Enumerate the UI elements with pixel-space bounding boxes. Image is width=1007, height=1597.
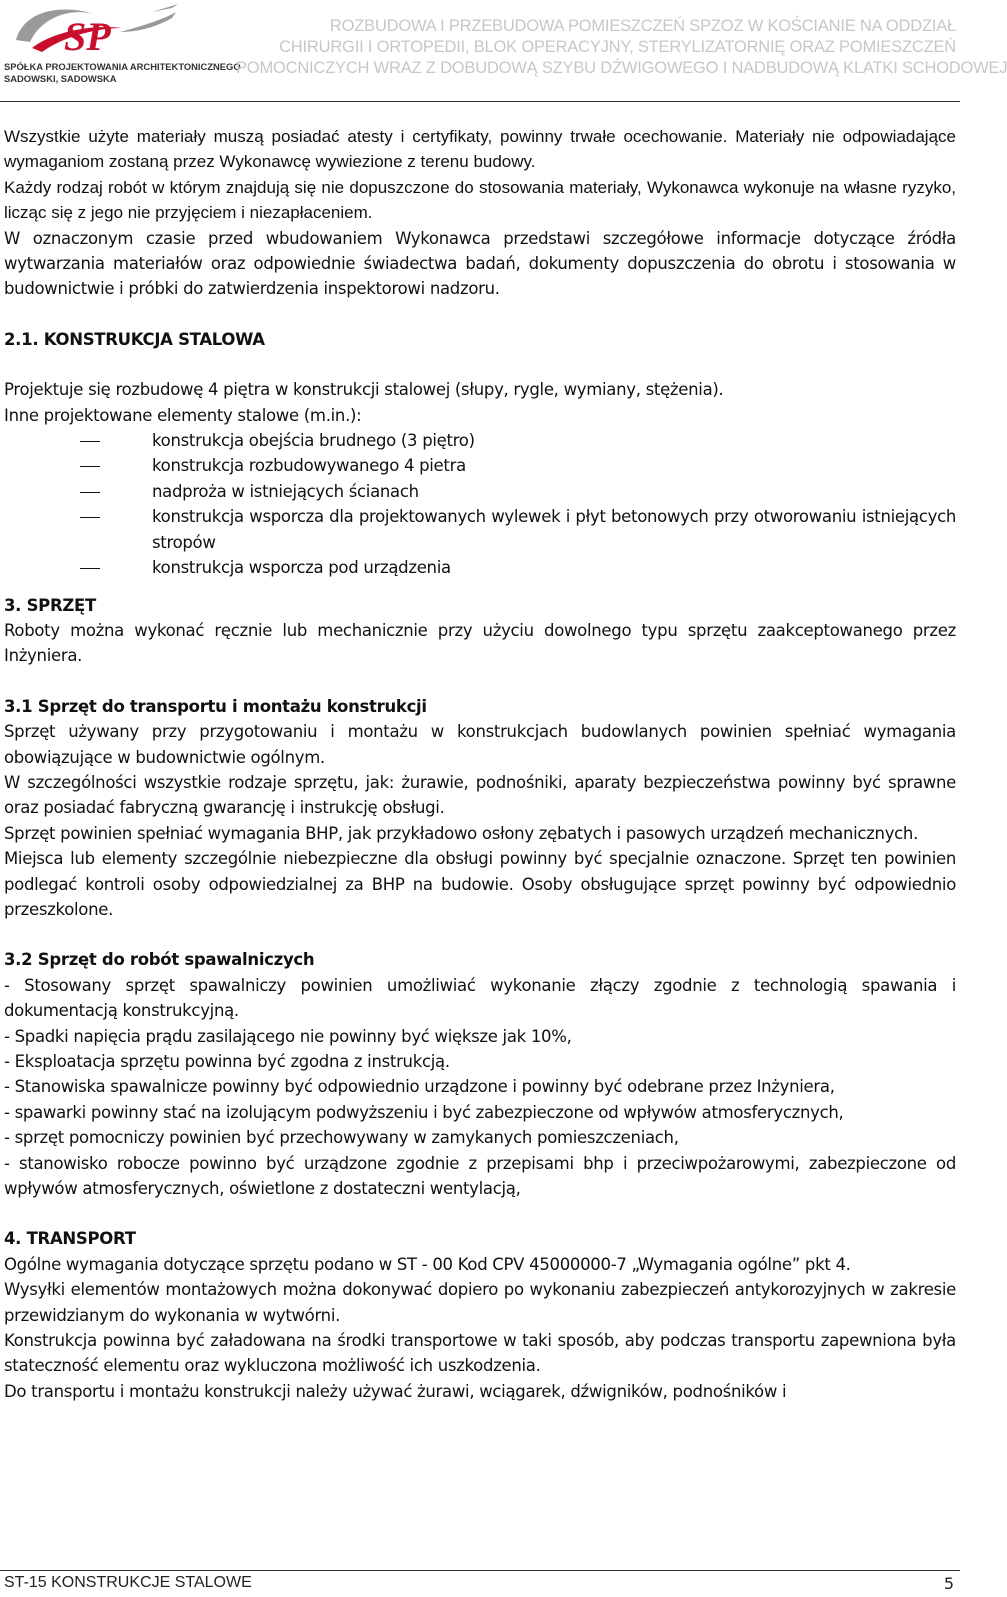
logo-letters: SP xyxy=(64,14,111,59)
section-paragraph: Miejsca lub elementy szczególnie niebezpieczne dla obsługi powinny być specjalnie oznaczone. Sprzęt ten powinien podlegać kontroli osoby odpowiedzialnej za BHP na budowie. Osoby obsługujące sprzęt powinny być odpowiednio przeszkolone. xyxy=(4,849,956,919)
section-paragraph: Ogólne wymagania dotyczące sprzętu podano w ST - 00 Kod CPV 45000000-7 „Wymagania ogólne” pkt 4. xyxy=(4,1254,851,1274)
section-paragraph: Konstrukcja powinna być załadowana na środki transportowe w taki sposób, aby podczas transportu zapewniona była stateczność elementu oraz wykluczona możliwość ich uszkodzenia. xyxy=(4,1331,956,1376)
list-item: konstrukcja obejścia brudnego (3 piętro) xyxy=(4,428,956,453)
section-heading-4: 4. TRANSPORT xyxy=(4,1229,136,1249)
section-heading-3-2: 3.2 Sprzęt do robót spawalniczych xyxy=(4,950,315,970)
steel-elements-list xyxy=(4,428,956,580)
logo-company-line2: SADOWSKI, SADOWSKA xyxy=(4,73,117,84)
section-paragraph: Projektuje się rozbudowę 4 piętra w konstrukcji stalowej (słupy, rygle, wymiany, stężenia). xyxy=(4,380,724,400)
project-title-line: CHIRURGII I ORTOPEDII, BLOK OPERACYJNY, STERYLIZATORNIĘ ORAZ POMIESZCZEŃ xyxy=(279,38,956,56)
section-paragraph: - Spadki napięcia prądu zasilającego nie powinny być większe jak 10%, xyxy=(4,1026,572,1046)
project-title-line: ROZBUDOWA I PRZEBUDOWA POMIESZCZEŃ SPZOZ W KOŚCIANIE NA ODDZIAŁ xyxy=(329,17,956,35)
document-body xyxy=(4,124,956,1404)
project-title xyxy=(236,16,1007,79)
section-paragraph: Sprzęt używany przy przygotowaniu i montażu w konstrukcjach budowlanych powinien spełniać wymagania obowiązujące w budownictwie ogólnym. xyxy=(4,722,956,767)
section-paragraph: - Stanowiska spawalnicze powinny być odpowiednio urządzone i powinny być odebrane przez Inżyniera, xyxy=(4,1077,835,1097)
section-heading-3-1: 3.1 Sprzęt do transportu i montażu konstrukcji xyxy=(4,696,427,716)
intro-paragraph: W oznaczonym czasie przed wbudowaniem Wykonawca przedstawi szczegółowe informacje dotyczące źródła wytwarzania materiałów oraz odpowiednie świadectwa badań, dokumenty dopuszczenia do obrotu i stosowania w budownictwie i próbki do zatwierdzenia inspektorowi nadzoru. xyxy=(4,228,956,299)
section-paragraph: - stanowisko robocze powinno być urządzone zgodnie z przepisami bhp i przeciwpożarowymi, zabezpieczone od wpływów atmosferycznych, oświetlone z dostateczni wentylacją, xyxy=(4,1153,956,1199)
intro-paragraph: Każdy rodzaj robót w którym znajdują się nie dopuszczone do stosowania materiały, Wykonawca wykonuje na własne ryzyko, licząc się z jego nie przyjęciem i niezapłaceniem. xyxy=(4,177,956,223)
section-paragraph: - spawarki powinny stać na izolującym podwyższeniu i być zabezpieczone od wpływów atmosferycznych, xyxy=(4,1102,844,1122)
list-item: konstrukcja wsporcza pod urządzenia xyxy=(4,555,956,580)
list-item: nadproża w istniejących ścianach xyxy=(4,479,956,504)
section-heading-3: 3. SPRZĘT xyxy=(4,595,96,615)
section-paragraph: - Eksploatacja sprzętu powinna być zgodna z instrukcją. xyxy=(4,1052,450,1071)
section-paragraph: Do transportu i montażu konstrukcji należy używać żurawi, wciągarek, dźwigników, podnośników i xyxy=(4,1381,787,1401)
logo-company-line1: SPÓŁKA PROJEKTOWANIA ARCHITEKTONICZNEGO xyxy=(4,61,241,72)
list-item: konstrukcja rozbudowywanego 4 pietra xyxy=(4,453,956,478)
section-paragraph: Sprzęt powinien spełniać wymagania BHP, jak przykładowo osłony zębatych i pasowych urządzeń mechanicznych. xyxy=(4,823,919,843)
company-logo xyxy=(2,2,241,92)
footer-doc-code: ST-15 KONSTRUKCJE STALOWE xyxy=(4,1574,252,1591)
section-paragraph: W szczególności wszystkie rodzaje sprzętu, jak: żurawie, podnośniki, aparaty bezpieczeństwa powinny być sprawne oraz posiadać fabryczną gwarancję i instrukcję obsługi. xyxy=(4,772,956,818)
section-paragraph: - sprzęt pomocniczy powinien być przechowywany w zamykanych pomieszczeniach, xyxy=(4,1128,679,1148)
section-paragraph: Inne projektowane elementy stalowe (m.in.): xyxy=(4,405,362,425)
section-paragraph: Wysyłki elementów montażowych można dokonywać dopiero po wykonaniu zabezpieczeń antykorozyjnych w zakresie przewidzianym do wykonania w wytwórni. xyxy=(4,1280,956,1325)
intro-paragraph: Wszystkie użyte materiały muszą posiadać atesty i certyfikaty, powinny trwałe ocechowanie. Materiały nie odpowiadające wymaganiom zostaną przez Wykonawcę wywiezione z terenu budowy. xyxy=(4,127,956,172)
list-item: konstrukcja wsporcza dla projektowanych wylewek i płyt betonowych przy otworowaniu istniejących stropów xyxy=(4,504,956,555)
page-footer xyxy=(0,1570,960,1597)
page-number: 5 xyxy=(943,1574,954,1593)
section-heading-2-1: 2.1. KONSTRUKCJA STALOWA xyxy=(4,329,265,349)
section-paragraph: Roboty można wykonać ręcznie lub mechanicznie przy użyciu dowolnego typu sprzętu zaakceptowanego przez Inżyniera. xyxy=(4,620,956,666)
section-paragraph: - Stosowany sprzęt spawalniczy powinien umożliwiać wykonanie złączy zgodnie z technologią spawania i dokumentacją konstrukcyjną. xyxy=(4,975,956,1021)
page-header xyxy=(0,0,1007,102)
project-title-line: POMOCNICZYCH WRAZ Z DOBUDOWĄ SZYBU DŹWIGOWEGO I NADBUDOWĄ KLATKI SCHODOWEJ xyxy=(236,59,1007,77)
